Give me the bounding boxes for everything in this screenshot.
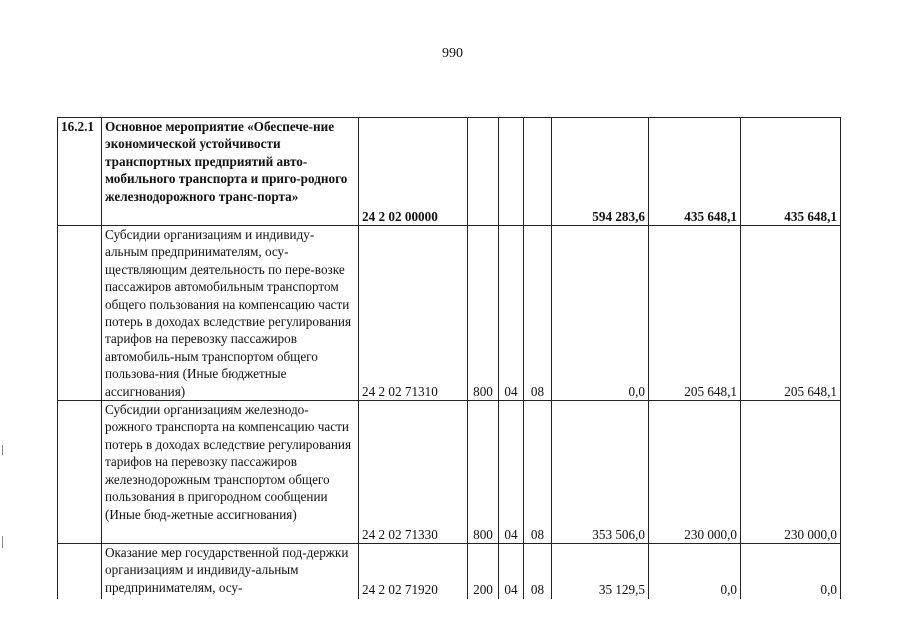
- table-row: [58, 544, 841, 599]
- amount-1: 594 283,6: [552, 118, 649, 226]
- subsection-code: 08: [524, 544, 552, 599]
- amount-1: 0,0: [552, 226, 649, 401]
- target-code: 24 2 02 71310: [359, 226, 468, 401]
- amount-3: 205 648,1: [741, 226, 841, 401]
- amount-2: 0,0: [649, 544, 741, 599]
- expense-type: 200: [468, 544, 499, 599]
- row-code: [58, 401, 102, 544]
- section-code: 04: [499, 544, 524, 599]
- amount-3: 230 000,0: [741, 401, 841, 544]
- row-code: 16.2.1: [58, 118, 102, 226]
- amount-1: 35 129,5: [552, 544, 649, 599]
- scan-edge-mark: [2, 445, 3, 455]
- subsection-code: 08: [524, 401, 552, 544]
- amount-3: 435 648,1: [741, 118, 841, 226]
- amount-1: 353 506,0: [552, 401, 649, 544]
- table-row: [58, 226, 841, 401]
- table-row: [58, 401, 841, 544]
- budget-table: [57, 117, 841, 599]
- amount-2: 205 648,1: [649, 226, 741, 401]
- row-code: [58, 226, 102, 401]
- amount-2: 435 648,1: [649, 118, 741, 226]
- table-row: [58, 118, 841, 226]
- amount-2: 230 000,0: [649, 401, 741, 544]
- target-code: 24 2 02 00000: [359, 118, 468, 226]
- amount-3: 0,0: [741, 544, 841, 599]
- expense-type: [468, 118, 499, 226]
- row-description: Оказание мер государственной под-держки организациям и индивиду-альным предпринимателям, осу-: [102, 544, 359, 599]
- subsection-code: [524, 118, 552, 226]
- expense-type: 800: [468, 401, 499, 544]
- expense-type: 800: [468, 226, 499, 401]
- subsection-code: 08: [524, 226, 552, 401]
- row-code: [58, 544, 102, 599]
- section-code: 04: [499, 401, 524, 544]
- scan-edge-mark: [2, 536, 3, 548]
- row-description: Субсидии организациям и индивиду-альным предпринимателям, осу-ществляющим деятельность по пере-возке пассажиров автомобильным транспортом общего пользования на компенсацию части потерь в доходах вследствие регулирования тарифов на перевозку пассажиров автомобиль-ным транспортом общего пользова-ния (Иные бюджетные ассигнования): [102, 226, 359, 401]
- page-number: 990: [442, 46, 463, 61]
- section-code: 04: [499, 226, 524, 401]
- section-code: [499, 118, 524, 226]
- row-description: Основное мероприятие «Обеспече-ние экономической устойчивости транспортных предприятий авто-мобильного транспорта и приго-родного железнодорожного транс-порта»: [102, 118, 359, 226]
- target-code: 24 2 02 71330: [359, 401, 468, 544]
- target-code: 24 2 02 71920: [359, 544, 468, 599]
- row-description: Субсидии организациям железнодо-рожного транспорта на компенсацию части потерь в доходах вследствие регулирования тарифов на перевозку пассажиров железнодорожным транспортом общего пользования в пригородном сообщении (Иные бюд-жетные ассигнования): [102, 401, 359, 544]
